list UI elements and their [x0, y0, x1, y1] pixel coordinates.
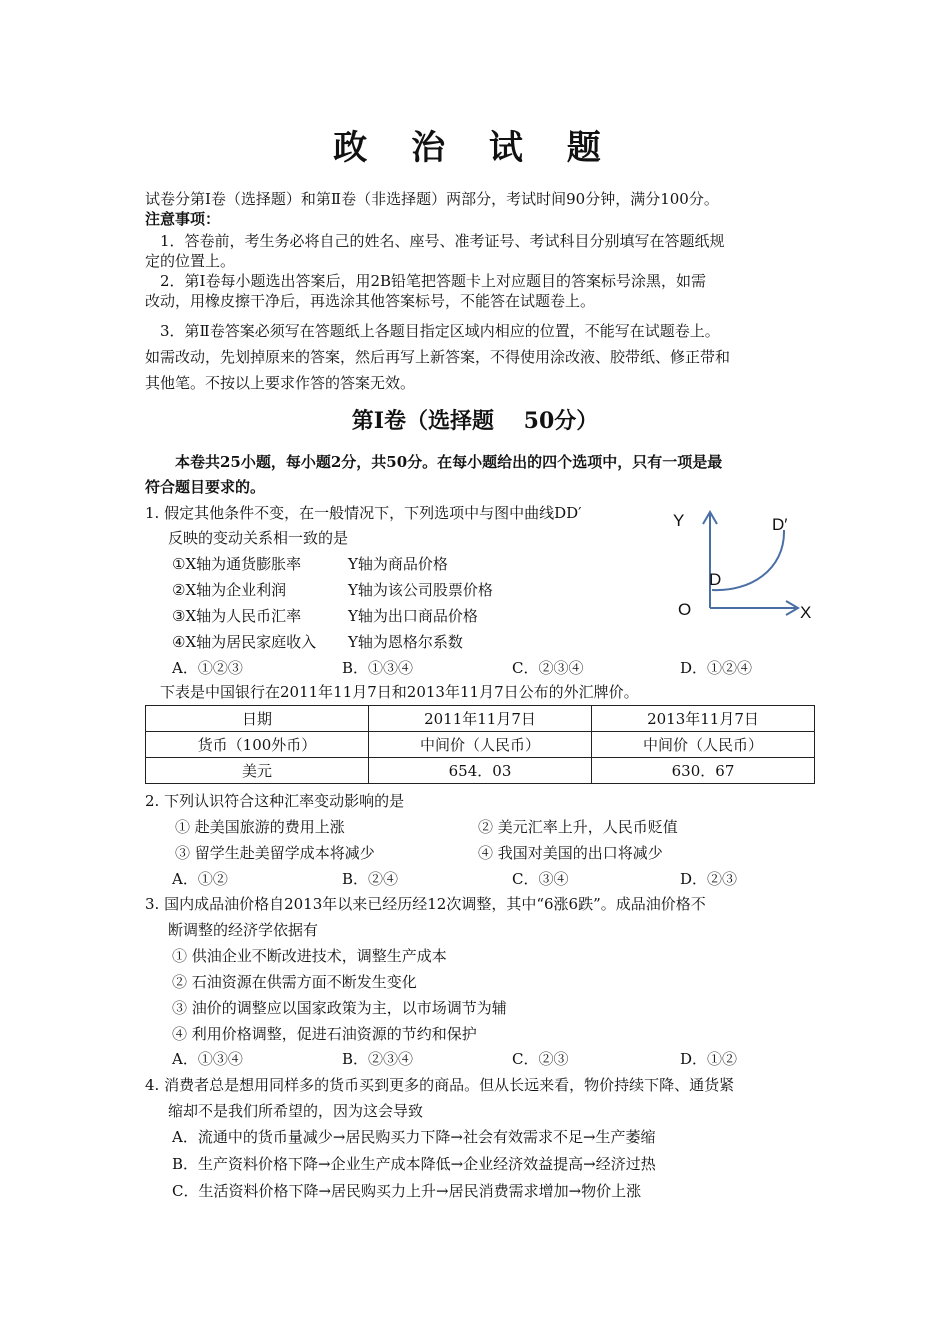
exchange-rate-table: [145, 705, 815, 784]
q1-item-3-y: Y轴为出口商品价格: [348, 607, 478, 625]
section1-instructions-line-2: 符合题目要求的。: [145, 478, 266, 496]
q2-option-c: C．③④: [512, 870, 569, 888]
graph-x-label: X: [800, 603, 812, 622]
table-cell-midprice-2013: 中间价（人民币）: [592, 732, 815, 758]
q1-item-1-x: ①X轴为通货膨胀率: [172, 555, 302, 573]
table-cell-date-2011: 2011年11月7日: [369, 706, 592, 732]
table-row: [146, 732, 815, 758]
q4-option-c: C．生活资料价格下降→居民购买力上升→居民消费需求增加→物价上涨: [172, 1182, 642, 1200]
q1-stem-line-1: 1. 假定其他条件不变，在一般情况下，下列选项中与图中曲线DD′: [145, 504, 582, 522]
table-cell-date-label: 日期: [146, 706, 369, 732]
q1-option-d: D．①②④: [680, 659, 753, 677]
q4-stem-line-1: 4. 消费者总是想用同样多的货币买到更多的商品。但从长远来看，物价持续下降、通货紧: [145, 1076, 735, 1094]
notice-2-line-1: 2．第Ⅰ卷每小题选出答案后，用2B铅笔把答题卡上对应题目的答案标号涂黑，如需: [145, 272, 707, 290]
q1-item-1-y: Y轴为商品价格: [348, 555, 448, 573]
section1-title: 第Ⅰ卷（选择题 50分）: [351, 408, 599, 434]
q2-stem: 2. 下列认识符合这种汇率变动影响的是: [145, 792, 405, 810]
q1-item-2-y: Y轴为该公司股票价格: [348, 581, 493, 599]
graph-curve-start-label: D: [709, 570, 722, 589]
table-cell-usd-2011: 654．03: [369, 758, 592, 784]
table-cell-currency-label: 货币（100外币）: [146, 732, 369, 758]
q3-stem-line-2: 断调整的经济学依据有: [168, 921, 319, 939]
exam-title: 政 治 试 题: [333, 128, 617, 168]
q1-option-a: A．①②③: [172, 659, 243, 677]
q4-option-b: B．生产资料价格下降→企业生产成本降低→企业经济效益提高→经济过热: [172, 1155, 656, 1173]
q2-option-a: A．①②: [172, 870, 228, 888]
table-intro: 下表是中国银行在2011年11月7日和2013年11月7日公布的外汇牌价。: [160, 683, 639, 701]
q1-option-b: B．①③④: [342, 659, 414, 677]
table-row: [146, 758, 815, 784]
q2-item-2: ② 美元汇率上升，人民币贬值: [478, 818, 678, 836]
notice-heading: 注意事项：: [145, 210, 221, 228]
q1-stem-line-2: 反映的变动关系相一致的是: [168, 529, 349, 547]
q2-option-b: B．②④: [342, 870, 399, 888]
table-cell-usd-2013: 630．67: [592, 758, 815, 784]
q2-option-d: D．②③: [680, 870, 738, 888]
q1-option-c: C．②③④: [512, 659, 584, 677]
notice-1-line-2: 定的位置上。: [145, 252, 236, 270]
section1-instructions-line-1: 本卷共25小题，每小题2分，共50分。在每小题给出的四个选项中，只有一项是最: [175, 453, 723, 471]
q4-option-a: A．流通中的货币量减少→居民购买力下降→社会有效需求不足→生产萎缩: [172, 1128, 656, 1146]
q1-item-4-x: ④X轴为居民家庭收入: [172, 633, 317, 651]
q2-item-3: ③ 留学生赴美留学成本将减少: [175, 844, 375, 862]
q3-item-4: ④ 利用价格调整，促进石油资源的节约和保护: [172, 1025, 477, 1043]
graph-origin-label: O: [678, 600, 692, 619]
intro-text: 试卷分第Ⅰ卷（选择题）和第Ⅱ卷（非选择题）两部分，考试时间90分钟，满分100分。: [145, 190, 719, 208]
notice-3-line-1: 3．第Ⅱ卷答案必须写在答题纸上各题目指定区域内相应的位置，不能写在试题卷上。: [145, 322, 720, 340]
dd-curve-graph: [660, 500, 820, 625]
q3-option-a: A．①③④: [172, 1050, 243, 1068]
graph-curve-end-label: D′: [772, 515, 788, 534]
notice-1-line-1: 1．答卷前，考生务必将自己的姓名、座号、准考证号、考试科目分别填写在答题纸规: [145, 232, 725, 250]
dd-curve: [712, 530, 784, 590]
q1-item-2-x: ②X轴为企业利润: [172, 581, 287, 599]
table-cell-midprice-2011: 中间价（人民币）: [369, 732, 592, 758]
q3-item-2: ② 石油资源在供需方面不断发生变化: [172, 973, 417, 991]
q3-stem-line-1: 3. 国内成品油价格自2013年以来已经历经12次调整，其中“6涨6跌”。成品油价格不: [145, 895, 706, 913]
q4-stem-line-2: 缩却不是我们所希望的，因为这会导致: [168, 1102, 424, 1120]
q1-item-4-y: Y轴为恩格尔系数: [348, 633, 463, 651]
notice-3-line-2: 如需改动，先划掉原来的答案，然后再写上新答案，不得使用涂改液、胶带纸、修正带和: [145, 348, 731, 366]
q3-item-3: ③ 油价的调整应以国家政策为主，以市场调节为辅: [172, 999, 507, 1017]
q1-item-3-x: ③X轴为人民币汇率: [172, 607, 302, 625]
notice-2-line-2: 改动，用橡皮擦干净后，再选涂其他答案标号，不能答在试题卷上。: [145, 292, 596, 310]
table-cell-date-2013: 2013年11月7日: [592, 706, 815, 732]
q3-option-c: C．②③: [512, 1050, 569, 1068]
q3-option-d: D．①②: [680, 1050, 738, 1068]
table-cell-usd: 美元: [146, 758, 369, 784]
notice-3-line-3: 其他笔。不按以上要求作答的答案无效。: [145, 374, 416, 392]
q3-item-1: ① 供油企业不断改进技术，调整生产成本: [172, 947, 447, 965]
q3-option-b: B．②③④: [342, 1050, 414, 1068]
q2-item-4: ④ 我国对美国的出口将减少: [478, 844, 663, 862]
q2-item-1: ① 赴美国旅游的费用上涨: [175, 818, 345, 836]
graph-y-label: Y: [673, 511, 685, 530]
table-row: [146, 706, 815, 732]
